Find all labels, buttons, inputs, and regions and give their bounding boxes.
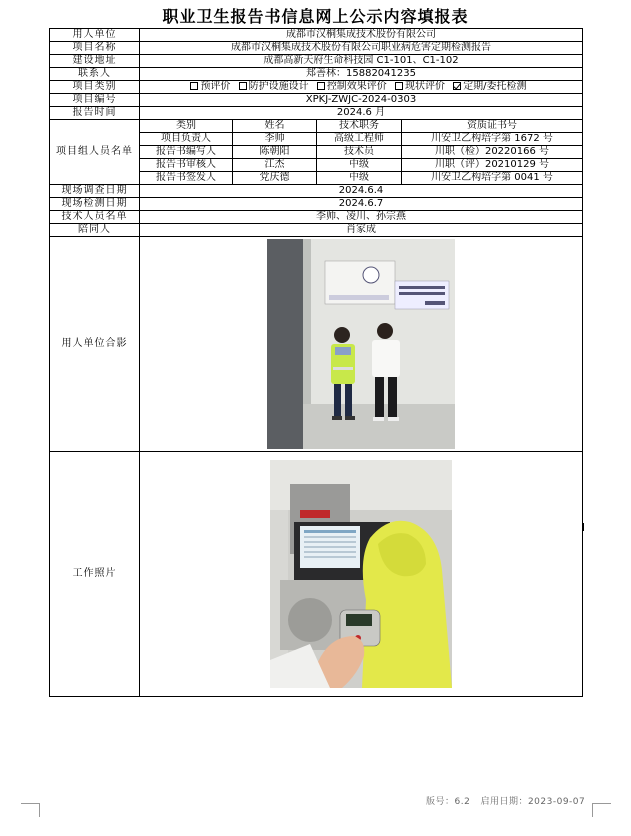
team-title: 技术员 [317, 146, 402, 159]
value-report-time: 2024.6 月 [140, 107, 583, 120]
row-escort [50, 224, 583, 237]
checkbox-icon [395, 82, 403, 90]
label-contact: 联系人 [50, 68, 140, 81]
row-report-time [50, 107, 583, 120]
value-address: 成都高新天府生命科技园 C1-101、C1-102 [140, 55, 583, 68]
team-role: 报告书编写人 [140, 146, 233, 159]
team-title: 中级 [317, 159, 402, 172]
option-pre-eval[interactable]: 预评价 [190, 81, 230, 92]
row-employer [50, 29, 583, 42]
row-test-date [50, 198, 583, 211]
crop-mark-right [592, 803, 607, 817]
label-project-name: 项目名称 [50, 42, 140, 55]
value-project-no: XPKJ-ZWJC-2024-0303 [140, 94, 583, 107]
group-photo-cell [140, 237, 583, 452]
team-cert: 川安卫乙构培字第 0041 号 [402, 172, 583, 185]
crop-mark-left [25, 803, 40, 817]
row-tech-staff [50, 211, 583, 224]
team-name: 陈朝阳 [233, 146, 317, 159]
work-photo-image [270, 460, 452, 688]
team-role: 报告书审核人 [140, 159, 233, 172]
value-project-type [140, 81, 583, 94]
team-cert: 川职（检）20220166 号 [402, 146, 583, 159]
value-test-date: 2024.6.7 [140, 198, 583, 211]
team-header-name: 姓名 [233, 120, 317, 133]
team-header-role: 类别 [140, 120, 233, 133]
row-group-photo [50, 237, 583, 452]
label-survey-date: 现场调查日期 [50, 185, 140, 198]
option-control-eval[interactable]: 控制效果评价 [317, 81, 387, 92]
row-work-photo [50, 452, 583, 697]
value-survey-date: 2024.6.4 [140, 185, 583, 198]
row-contact [50, 68, 583, 81]
option-status-eval[interactable]: 现状评价 [395, 81, 445, 92]
row-project-name [50, 42, 583, 55]
value-tech-staff: 李帅、凌川、孙宗燕 [140, 211, 583, 224]
label-tech-staff: 技术人员名单 [50, 211, 140, 224]
team-role: 项目负责人 [140, 133, 233, 146]
report-form-table [49, 28, 583, 697]
team-header-row [50, 120, 583, 133]
option-periodic-test[interactable]: 定期/委托检测 [453, 81, 526, 92]
checkbox-icon [190, 82, 198, 90]
team-name: 江杰 [233, 159, 317, 172]
row-project-no [50, 94, 583, 107]
work-photo-cell [140, 452, 583, 697]
margin-mark [582, 523, 584, 531]
page-title: 职业卫生报告书信息网上公示内容填报表 [162, 7, 469, 26]
value-employer: 成都市汉桐集成技术股份有限公司 [140, 29, 583, 42]
value-project-name: 成都市汉桐集成技术股份有限公司职业病危害定期检测报告 [140, 42, 583, 55]
team-name: 党庆德 [233, 172, 317, 185]
row-survey-date [50, 185, 583, 198]
label-escort: 陪同人 [50, 224, 140, 237]
team-title: 中级 [317, 172, 402, 185]
team-role: 报告书签发人 [140, 172, 233, 185]
label-project-no: 项目编号 [50, 94, 140, 107]
team-cert: 川安卫乙构培字第 1672 号 [402, 133, 583, 146]
checkbox-checked-icon [453, 82, 461, 90]
row-address [50, 55, 583, 68]
option-protection-design[interactable]: 防护设施设计 [239, 81, 309, 92]
label-address: 建设地址 [50, 55, 140, 68]
label-team: 项目组人员名单 [50, 120, 140, 185]
team-title: 高级工程师 [317, 133, 402, 146]
group-photo-image [267, 239, 455, 449]
label-work-photo: 工作照片 [50, 452, 140, 697]
label-report-time: 报告时间 [50, 107, 140, 120]
team-header-title: 技术职务 [317, 120, 402, 133]
row-project-type [50, 81, 583, 94]
label-employer: 用人单位 [50, 29, 140, 42]
label-test-date: 现场检测日期 [50, 198, 140, 211]
footer-version: 版号：6.2 启用日期：2023-09-07 [426, 797, 586, 807]
team-name: 李帅 [233, 133, 317, 146]
team-header-cert: 资质证书号 [402, 120, 583, 133]
checkbox-icon [239, 82, 247, 90]
value-escort: 肖家成 [140, 224, 583, 237]
checkbox-icon [317, 82, 325, 90]
team-cert: 川职（评）20210129 号 [402, 159, 583, 172]
label-group-photo: 用人单位合影 [50, 237, 140, 452]
value-contact: 郑善林：15882041235 [140, 68, 583, 81]
label-project-type: 项目类别 [50, 81, 140, 94]
